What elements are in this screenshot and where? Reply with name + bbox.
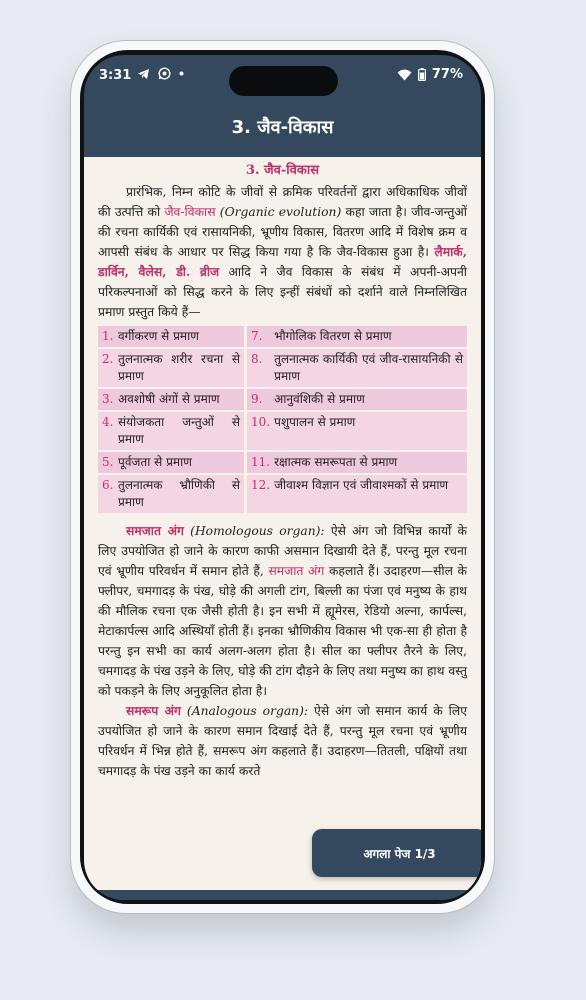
evidence-number-left: 4. (98, 412, 114, 450)
homologous-text-1: ऐसे अंग जो विभिन्न कार्यों के लिए उपयोजित हो जाने के कारण काफी असमान दिखायी देते हैं, परन्तु मूल रचना एवं भ्रूणीय परिवर्धन में समान होते हैं, (98, 524, 467, 578)
evidence-left: अवशोषी अंगों से प्रमाण (114, 389, 244, 410)
evidence-table (98, 324, 467, 515)
battery-icon (418, 68, 426, 81)
homologous-text-2: कहलाते हैं। उदाहरण—सील के फ्लीपर, चमगादड़ के पंख, घोड़े की अगली टांग, बिल्ली का पंजा एवं मनुष्य के हाथ की मौलिक रचना एक जैसी होती है। इन सभी में ह्यूमेरस, रेडियो अल्ना, कार्पल्स, मेटाकार्पल्स आदि अस्थियाँ होती हैं। इनका भ्रौणिकीय विकास भी एक-सा ही होता है परन्तु इन सभी का कार्य अलग-अलग होता है। सील का फ्लीपर तैरने के लिए, चमगादड़ के पंख उड़ने के लिए, घोड़े की टांग दौड़ने के लिए तथा मनुष्य का हाथ वस्तु को पकड़ने के लिए अनुकूलित होता है। (98, 564, 468, 698)
next-page-button[interactable] (312, 829, 481, 877)
wifi-icon (397, 69, 412, 81)
intro-text-1: प्रारंभिक, निम्न कोटि के जीवों से क्रमिक परिवर्तनों द्वारा अधिकाधिक जीवों की उत्पत्ति को (98, 185, 467, 219)
battery-percent: 77% (431, 67, 463, 82)
app-bar (84, 103, 481, 151)
homologous-english-term: (Homologous organ): (183, 524, 331, 538)
intro-text-2: कहा जाता है। जीव-जन्तुओं की रचना कार्यिकी एवं रासायनिकी, भ्रूणीय विकास, वितरण आदि में विशेष क्रम व आपसी संबंध के आधार पर सिद्ध किया गया है कि जैव-विकास हुआ है। (98, 205, 467, 259)
evidence-right: रक्षात्मक समरूपता से प्रमाण (270, 452, 467, 473)
table-row (98, 412, 467, 450)
status-right (397, 67, 463, 82)
evidence-number-right: 8. (247, 349, 270, 387)
dot-icon (179, 71, 184, 76)
analogous-text-1: ऐसे अंग जो समान कार्य के लिए उपयोजित हो जाने के कारण समान दिखाई देते हैं, परन्तु मूल रचना एवं भ्रूणीय परिवर्धन में भिन्न होते हैं, समरूप अंग कहलाते हैं। उदाहरण—तितली, पक्षियों तथा चमगादड़ के पंख उड़ने का कार्य करते (98, 704, 467, 778)
whatsapp-icon (158, 67, 171, 80)
term-analogous: समरूप अंग (126, 703, 181, 718)
evidence-number-right: 12. (247, 475, 270, 513)
page-content[interactable] (84, 157, 481, 890)
evidence-number-left: 2. (98, 349, 114, 387)
table-row (98, 452, 467, 473)
status-bar (84, 55, 481, 95)
analogous-english-term: (Analogous organ): (180, 704, 315, 718)
term-homologous-2: समजात अंग (268, 564, 325, 578)
evidence-number-right: 7. (247, 326, 270, 347)
evidence-number-left: 6. (98, 475, 114, 513)
table-row (98, 326, 467, 347)
status-time: 3:31 (99, 68, 132, 83)
phone-frame (70, 40, 495, 914)
homologous-paragraph (98, 521, 467, 701)
analogous-paragraph (98, 701, 467, 781)
evidence-right: तुलनात्मक कार्यिकी एवं जीव-रासायनिकी से प्रमाण (270, 349, 467, 387)
camera-notch (229, 66, 338, 96)
page-title: 3. जैव-विकास (231, 117, 334, 138)
scientist-names: लैमार्क, डार्विन, वैलेस, डी. व्रीज (98, 244, 467, 279)
page-heading: 3. जैव-विकास (245, 163, 320, 178)
evidence-number-right: 11. (247, 452, 270, 473)
screen (84, 55, 481, 900)
intro-english-term: (Organic evolution) (215, 205, 346, 219)
evidence-number-left: 3. (98, 389, 114, 410)
evidence-number-left: 5. (98, 452, 114, 473)
evidence-left: वर्गीकरण से प्रमाण (114, 326, 244, 347)
table-row (98, 349, 467, 387)
next-page-label: अगला पेज 1/3 (363, 846, 436, 861)
evidence-left: तुलनात्मक शरीर रचना से प्रमाण (114, 349, 244, 387)
term-organic-evolution: जैव-विकास (164, 205, 216, 219)
evidence-number-right: 10. (247, 412, 270, 450)
intro-paragraph (98, 182, 467, 322)
evidence-number-left: 1. (98, 326, 114, 347)
evidence-right: भौगोलिक वितरण से प्रमाण (270, 326, 467, 347)
evidence-right: जीवाश्म विज्ञान एवं जीवाश्मकों से प्रमाण (270, 475, 467, 513)
intro-text-3: आदि ने जैव विकास के संबंध में अपनी-अपनी परिकल्पनाओं को सिद्ध करने के लिए इन्हीं संबंधों को दर्शाने वाले निम्नलिखित प्रमाण प्रस्तुत किये हैं— (98, 265, 467, 319)
textbook-page (84, 157, 481, 781)
evidence-number-right: 9. (247, 389, 270, 410)
telegram-icon (137, 68, 150, 80)
evidence-left: पूर्वजता से प्रमाण (114, 452, 244, 473)
status-notification-icons (137, 67, 184, 80)
table-row (98, 475, 467, 513)
system-nav-bar (84, 890, 481, 900)
evidence-left: संयोजकता जन्तुओं से प्रमाण (114, 412, 244, 450)
evidence-right: पशुपालन से प्रमाण (270, 412, 467, 450)
evidence-right: आनुवंशिकी से प्रमाण (270, 389, 467, 410)
table-row (98, 389, 467, 410)
evidence-left: तुलनात्मक भ्रौणिकी से प्रमाण (114, 475, 244, 513)
term-homologous: समजात अंग (126, 523, 184, 538)
